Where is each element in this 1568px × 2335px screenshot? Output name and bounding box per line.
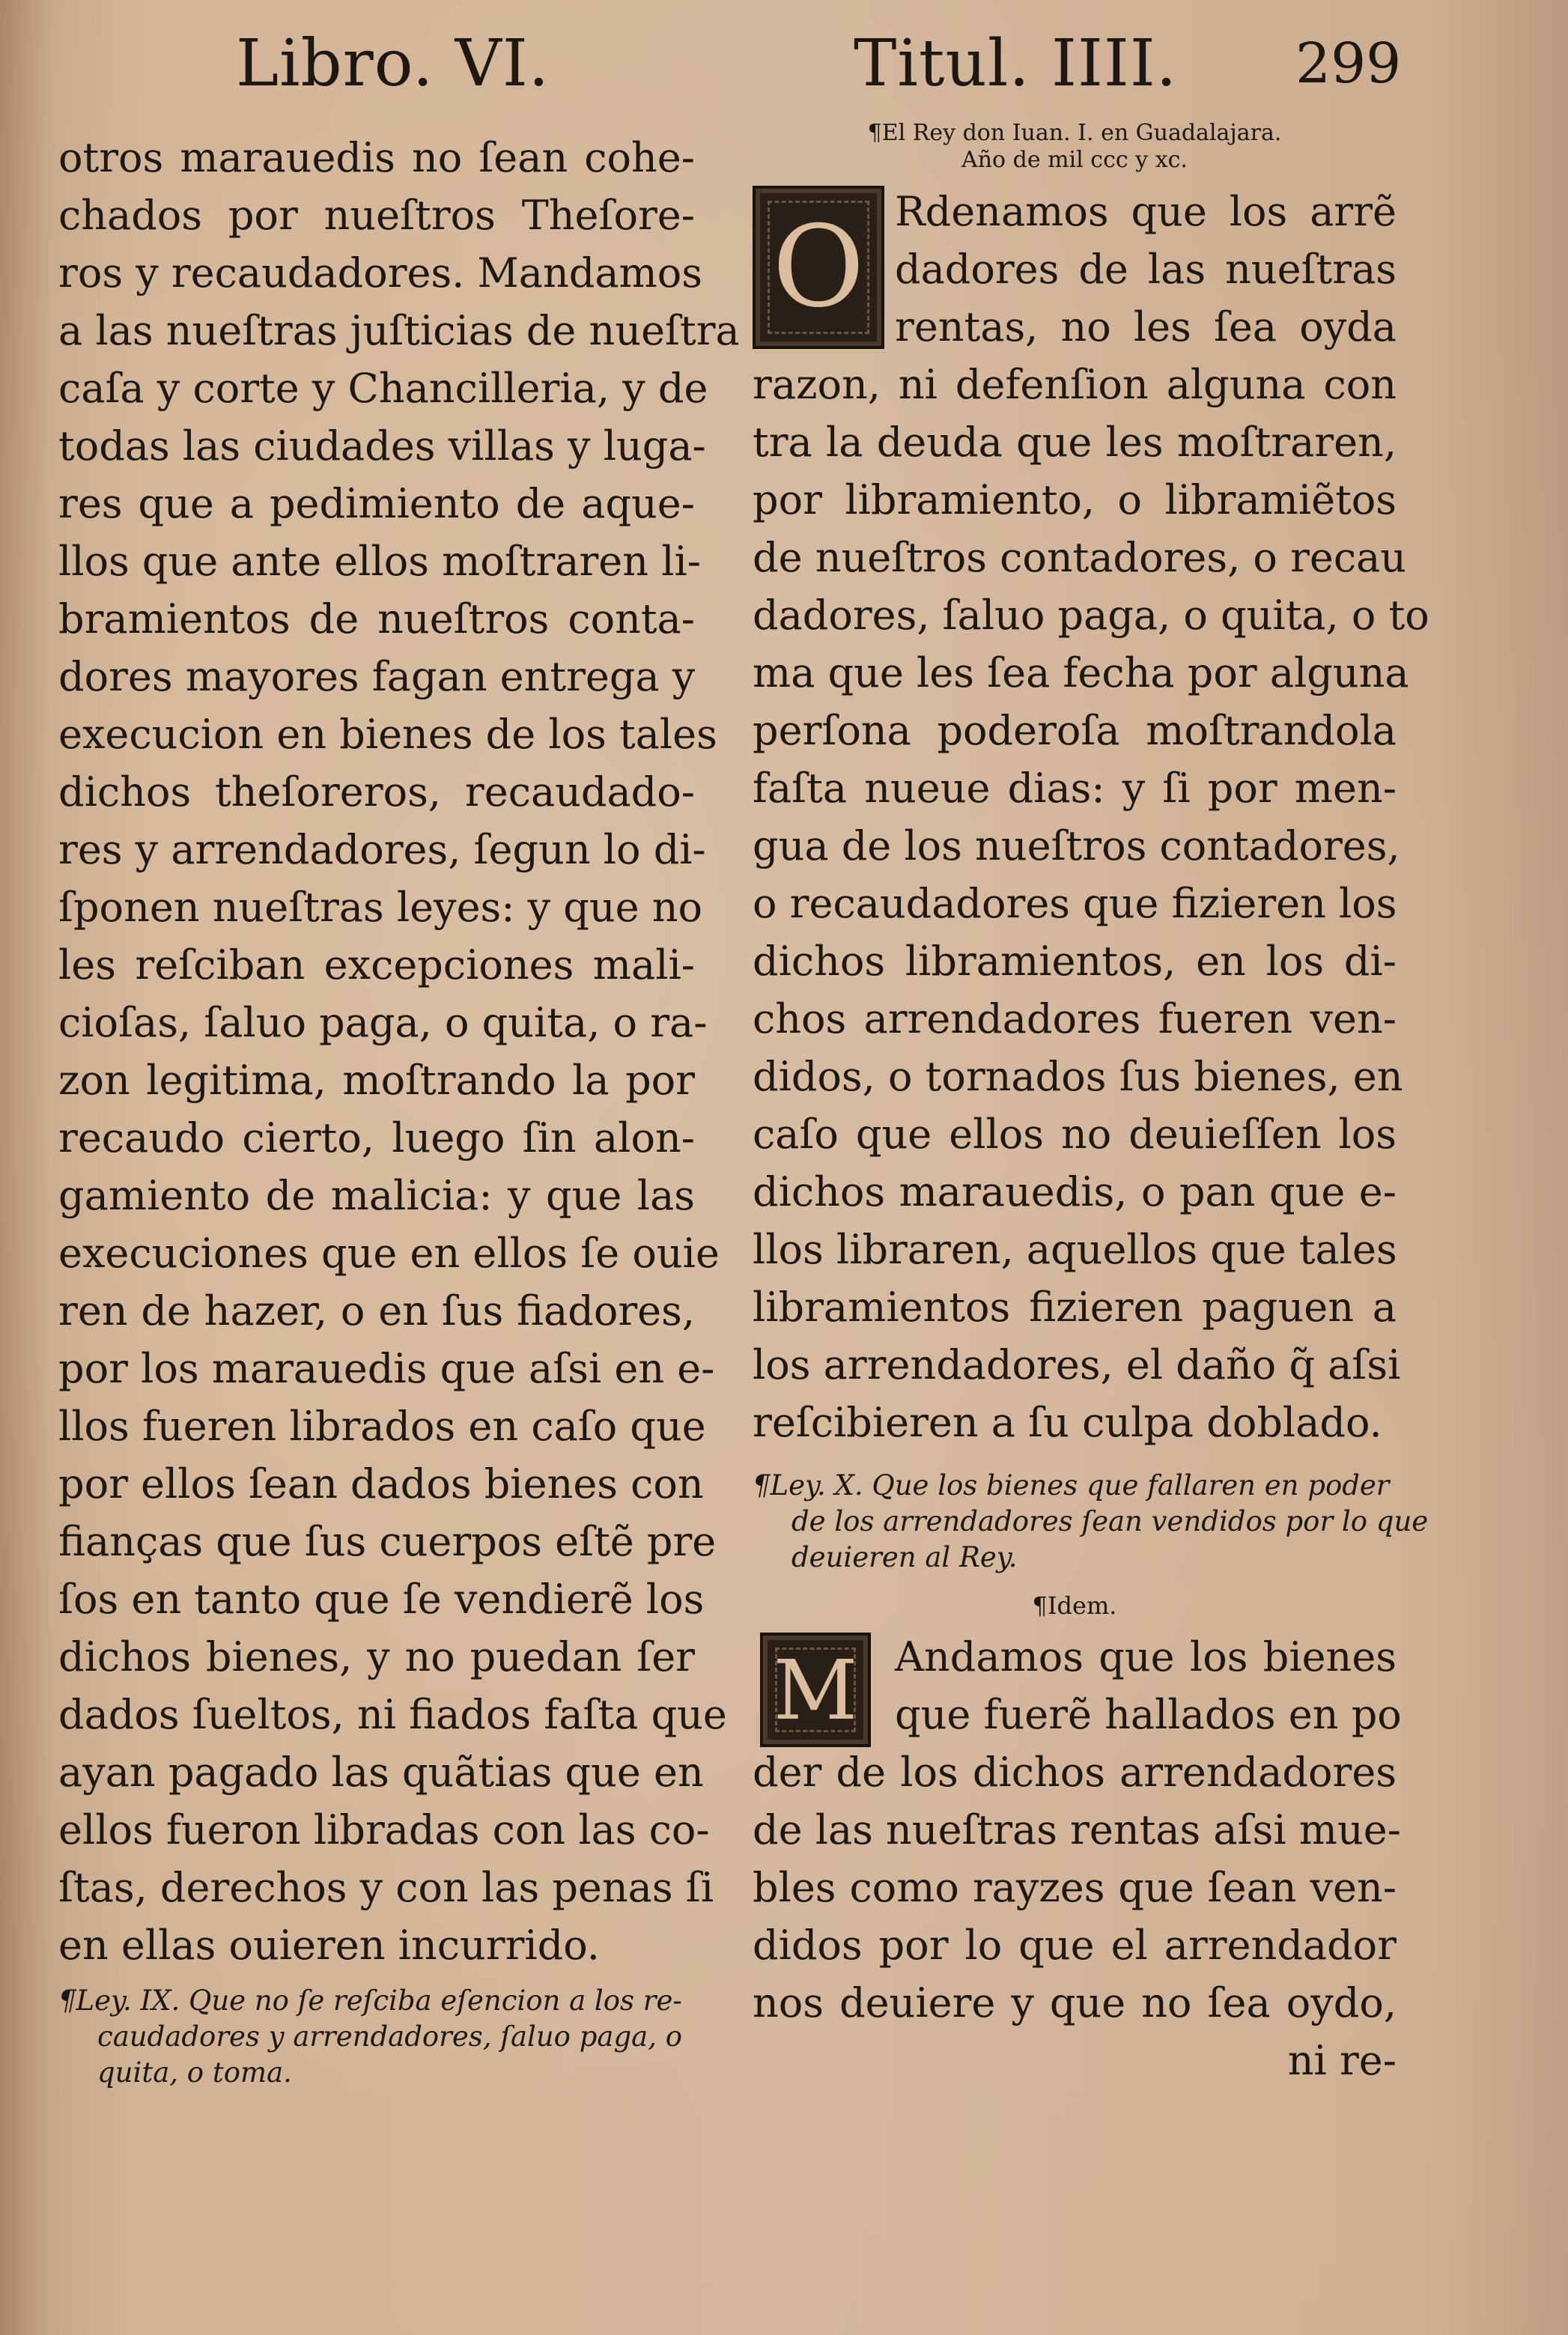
text-line: o recaudadores que fizieren los [753, 880, 1397, 927]
text-line: reſcibieren a ſu culpa doblado. [753, 1399, 1382, 1446]
text-line: ros y recaudadores. Mandamos [58, 249, 702, 297]
text-line: execuciones que en ellos ſe ouie [58, 1230, 720, 1277]
text-line: que fuerẽ hallados en po [895, 1691, 1402, 1738]
text-line: por ellos ſean dados bienes con [58, 1460, 704, 1507]
text-line: otros marauedis no ſean cohe- [58, 134, 695, 181]
text-line: dadores de las nueſtras [895, 246, 1397, 293]
text-line: perſona poderoſa moſtrandola [753, 707, 1397, 754]
ornate-initial-o: O [753, 186, 884, 349]
text-line: llos que ante ellos moſtraren li- [58, 538, 701, 585]
text-line: ren de hazer, o en ſus fiadores, [58, 1287, 695, 1334]
text-line: fianças que ſus cuerpos eſtẽ pre [58, 1518, 717, 1565]
text-line: los arrendadores, el daño q̃ aſsi [753, 1341, 1401, 1388]
text-line: ſponen nueſtras leyes: y que no [58, 884, 703, 931]
rubric-line: de los arrendadores ſean vendidos por lo que [791, 1505, 1429, 1537]
text-line: tra la deuda que les moſtraren, [753, 419, 1397, 466]
text-line: faſta nueue dias: y ſi por men- [753, 765, 1397, 812]
text-line: ſos en tanto que ſe vendierẽ los [58, 1576, 705, 1623]
text-line: gua de los nueſtros contadores, [753, 822, 1400, 869]
text-line: bramientos de nueſtros conta- [58, 595, 695, 643]
text-line: ſtas, derechos y con las penas ſi [58, 1864, 714, 1911]
text-line: razon, ni defenſion alguna con [753, 361, 1397, 408]
text-line: por libramiento, o libramiẽtos [753, 476, 1397, 523]
left-column [58, 129, 740, 2091]
header-title: Titul. IIII. [854, 26, 1178, 101]
ornate-initial-m: M [760, 1633, 871, 1747]
text-line: der de los dichos arrendadores [753, 1749, 1397, 1796]
page-number: 299 [1295, 31, 1402, 96]
text-line: zon legitima, moſtrando la por [58, 1057, 695, 1104]
text-line: didos, o tornados ſus bienes, en [753, 1053, 1403, 1100]
text-line: rentas, no les ſea oyda [895, 303, 1397, 350]
header-book: Libro. VI. [236, 26, 550, 101]
text-line: dichos libramientos, en los di- [753, 938, 1397, 985]
text-line: bles como rayzes que ſean ven- [753, 1864, 1397, 1911]
law-x-rubric [753, 1468, 1429, 1576]
text-line: libramientos fizieren paguen a [753, 1284, 1397, 1331]
text-line: didos por lo que el arrendador [753, 1922, 1397, 1969]
text-line: chos arrendadores fueren ven- [753, 995, 1397, 1042]
text-line: res que a pedimiento de aque- [58, 480, 695, 527]
text-line: ellos fueron libradas con las co- [58, 1806, 710, 1853]
text-line: a las nueſtras juſticias de nueſtra [58, 307, 740, 354]
text-line: recaudo cierto, luego ſin alon- [58, 1114, 695, 1162]
law-1-text [753, 183, 1429, 1451]
text-line: gamiento de malicia: y que las [58, 1172, 695, 1219]
law-2-text [753, 1628, 1402, 2089]
text-line: ni re- [1287, 2037, 1397, 2084]
text-line: caſa y corte y Chancilleria, y de [58, 365, 708, 412]
rubric-line: quita, o toma. [97, 2056, 292, 2089]
text-line: dichos theſoreros, recaudado- [58, 768, 695, 816]
rubric-line: ¶Ley. IX. Que no ſe reſciba eſencion a los re- [58, 1985, 682, 2017]
text-line: dichos bienes, y no puedan ſer [58, 1633, 695, 1680]
text-line: res y arrendadores, ſegun lo di- [58, 826, 706, 873]
text-line: de nueſtros contadores, o recau [753, 534, 1407, 581]
text-line: Rdenamos que los arrẽ [895, 188, 1397, 235]
rubric-line: deuieren al Rey. [791, 1541, 1018, 1573]
text-line: chados por nueſtros Theſore- [58, 192, 695, 239]
text-line: ayan pagado las quãtias que en [58, 1749, 704, 1796]
text-line: les reſciban excepciones mali- [58, 941, 695, 989]
text-line: dados ſueltos, ni fiados faſta que [58, 1691, 727, 1738]
text-line: todas las ciudades villas y luga- [58, 422, 706, 470]
text-line: por los marauedis que aſsi en e- [58, 1345, 715, 1392]
text-line: de las nueſtras rentas aſsi mue- [753, 1806, 1401, 1853]
text-line: llos libraren, aquellos que tales [753, 1226, 1397, 1273]
text-line: execucion en bienes de los tales [58, 711, 717, 758]
left-text-block [58, 129, 740, 1974]
source-note-line: ¶El Rey don Iuan. I. en Guadalajara. [867, 120, 1282, 146]
text-line: dichos marauedis, o pan que e- [753, 1168, 1397, 1215]
text-line: nos deuiere y que no ſea oydo, [753, 1979, 1397, 2026]
text-line: en ellas ouieren incurrido. [58, 1922, 600, 1969]
right-column [753, 120, 1429, 2089]
text-line: dadores, ſaluo paga, o quita, o to [753, 592, 1429, 639]
law-ix-rubric [58, 1983, 695, 2091]
text-line: caſo que ellos no deuieſſen los [753, 1111, 1397, 1158]
idem-note: ¶Idem. [1032, 1591, 1117, 1620]
text-line: Andamos que los bienes [895, 1633, 1397, 1680]
rubric-line: caudadores y arrendadores, ſaluo paga, o [97, 2020, 683, 2053]
source-note [753, 120, 1397, 174]
source-note-line: Año de mil ccc y xc. [961, 147, 1188, 173]
text-line: dores mayores fagan entrega y [58, 653, 696, 700]
text-line: ma que les ſea fecha por alguna [753, 649, 1409, 696]
text-line: cioſas, ſaluo paga, o quita, o ra- [58, 999, 708, 1046]
rubric-line: ¶Ley. X. Que los bienes que fallaren en poder [753, 1469, 1390, 1501]
text-line: llos fueren librados en caſo que [58, 1403, 706, 1450]
running-header [0, 22, 1568, 105]
